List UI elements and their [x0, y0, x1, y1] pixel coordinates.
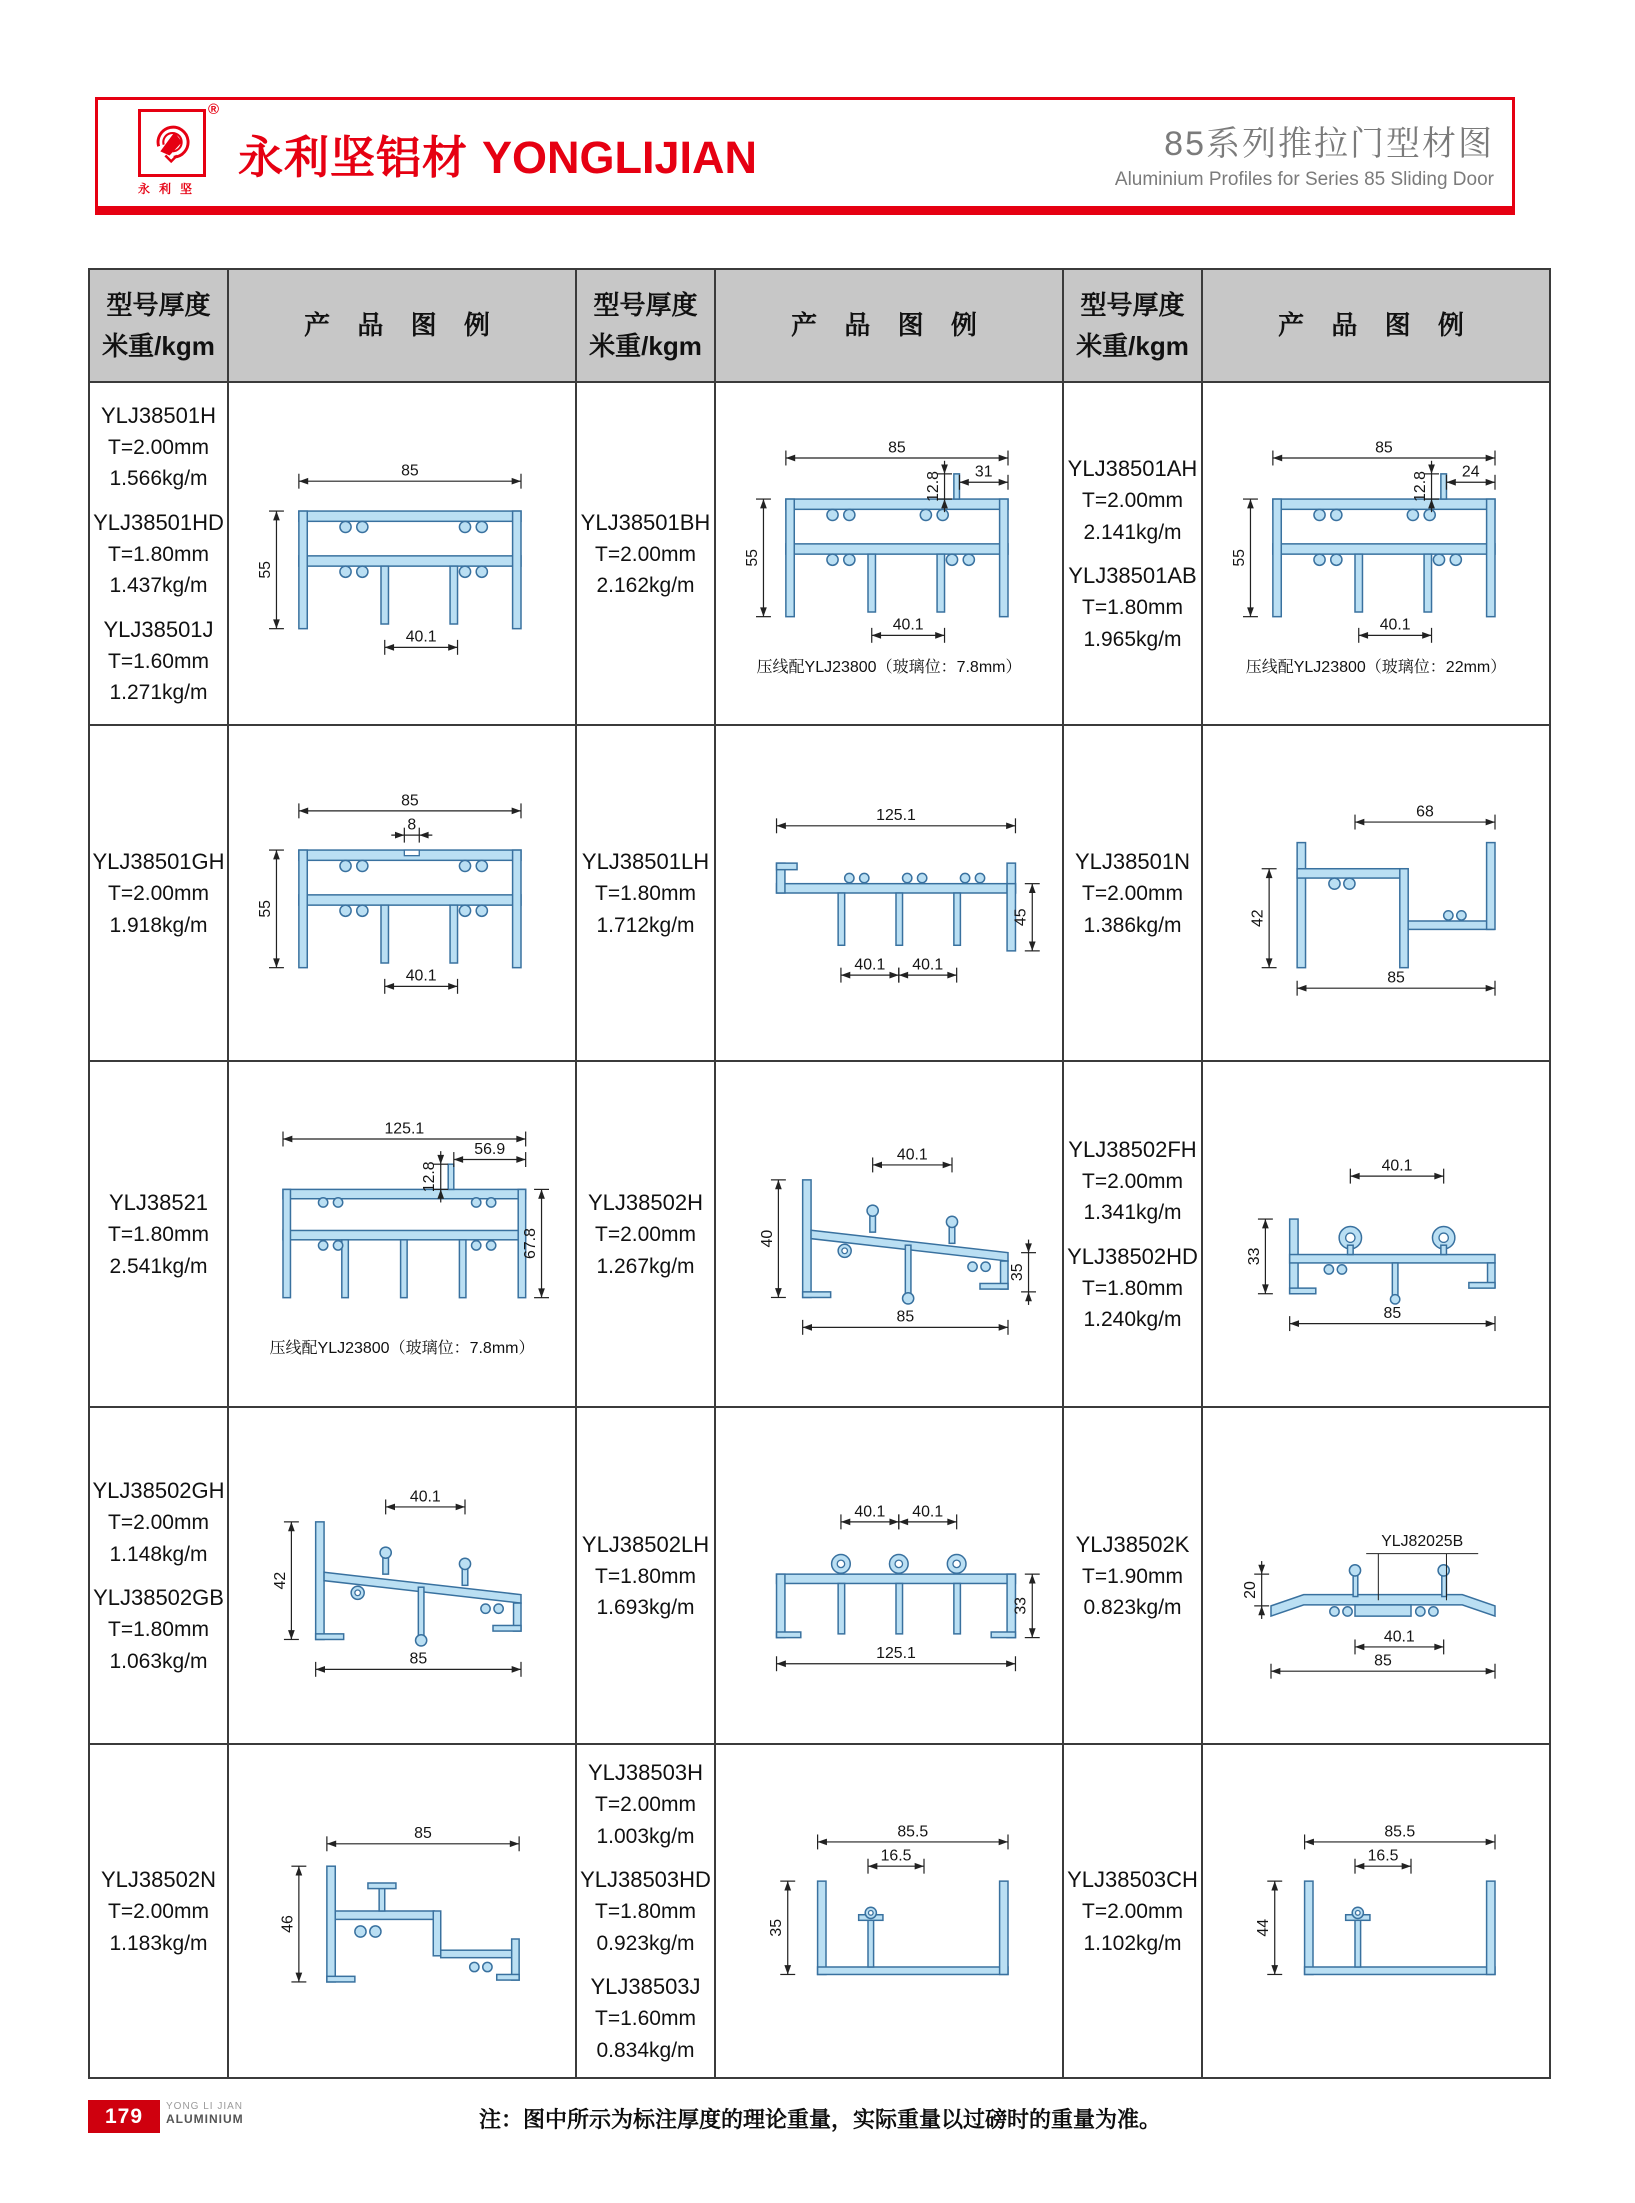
profile-drawing	[1203, 430, 1549, 677]
profile-shape	[803, 1180, 1008, 1304]
dimension-label: 40.1	[1379, 616, 1411, 634]
product-drawing-cell	[228, 1407, 576, 1744]
product-spec-cell	[576, 725, 715, 1061]
profile-drawing-svg	[241, 1799, 563, 2023]
column-header-model: 型号厚度	[1080, 290, 1185, 321]
column-header-example-label: 产 品 图 例	[304, 310, 500, 341]
product-thickness: T=2.00mm	[1082, 489, 1183, 512]
product-code: YLJ38503J	[590, 1974, 701, 1999]
profile-shape	[299, 511, 521, 629]
product-weight: 1.102kg/m	[1083, 1931, 1182, 1955]
dimension-label: 85	[896, 1308, 915, 1326]
product-thickness: T=1.80mm	[108, 1618, 209, 1641]
product-thickness: T=2.00mm	[108, 882, 209, 905]
profile-shape	[299, 850, 521, 968]
product-code: YLJ38521	[108, 1190, 209, 1215]
product-code: YLJ38501N	[1075, 849, 1190, 874]
footer-brand-sub: ALUMINIUM	[166, 2111, 244, 2126]
product-spec	[90, 613, 227, 709]
dimension-label: 33	[1012, 1596, 1030, 1615]
column-header-example	[228, 269, 576, 382]
product-spec-cell	[576, 382, 715, 725]
logo-box	[138, 109, 206, 177]
product-spec	[90, 399, 227, 495]
product-drawing-cell	[1202, 382, 1550, 725]
logo-emblem-icon	[147, 118, 197, 168]
dimension-label: 42	[1249, 909, 1267, 928]
product-spec-cell	[1063, 1061, 1202, 1407]
product-spec	[1064, 1863, 1201, 1959]
product-weight: 1.183kg/m	[109, 1931, 208, 1955]
dimension-label: 85.5	[1384, 1823, 1416, 1841]
product-code: YLJ38502LH	[581, 1531, 710, 1557]
profile-shape	[1273, 474, 1495, 617]
dimension-label: 56.9	[474, 1140, 506, 1158]
brand-logo	[138, 101, 220, 197]
column-header-weight: 米重/kgm	[1076, 330, 1189, 361]
product-weight: 1.148kg/m	[109, 1542, 208, 1566]
product-weight: 1.712kg/m	[596, 913, 695, 937]
profile-shape	[327, 1866, 519, 1982]
product-weight: 1.566kg/m	[109, 467, 208, 490]
profiles-table	[88, 268, 1551, 2079]
dimension-label: 85	[1375, 439, 1393, 457]
dimension-label: 85	[409, 1650, 428, 1668]
product-drawing-cell	[1202, 1407, 1550, 1744]
page-number-badge: 179	[88, 2100, 160, 2133]
column-header-model-weight	[1063, 269, 1202, 382]
dimension-label: 40.1	[912, 956, 944, 974]
table-row	[89, 1407, 1550, 1744]
profile-shape	[1305, 1881, 1495, 1974]
dimension-label: 16.5	[1367, 1847, 1399, 1865]
drawing-caption: 压线配YLJ23800（玻璃位：7.8mm）	[269, 1339, 535, 1357]
product-weight: 1.240kg/m	[1083, 1308, 1182, 1331]
column-header-example-label: 产 品 图 例	[791, 310, 987, 341]
logo-characters: 永利坚	[138, 182, 202, 196]
dimension-label: 12.8	[1412, 471, 1429, 502]
profile-shape	[1297, 843, 1495, 968]
profile-shape	[777, 863, 1016, 951]
profile-drawing-svg	[241, 1111, 563, 1335]
product-code: YLJ38503H	[588, 1760, 703, 1785]
product-weight: 1.918kg/m	[109, 913, 208, 937]
table-row	[89, 1744, 1550, 2078]
profile-drawing-svg	[1215, 1122, 1537, 1346]
profile-drawing	[229, 442, 575, 666]
product-thickness: T=1.80mm	[1082, 596, 1183, 619]
product-spec-cell	[89, 725, 228, 1061]
product-spec	[1064, 1240, 1201, 1336]
column-header-model: 型号厚度	[593, 290, 698, 321]
dimension-label: 35	[1009, 1263, 1026, 1282]
product-drawing-cell	[228, 1744, 576, 2078]
product-thickness: T=2.00mm	[108, 435, 209, 459]
product-thickness: T=1.80mm	[1082, 1276, 1183, 1300]
profile-drawing	[229, 1111, 575, 1358]
profile-drawing-svg	[728, 1464, 1050, 1688]
profiles-table-container	[88, 268, 1551, 2079]
column-header-weight: 米重/kgm	[589, 330, 702, 361]
profile-shape	[1290, 1219, 1495, 1304]
product-spec	[577, 1756, 714, 1852]
product-drawing-cell	[715, 725, 1063, 1061]
column-header-example-label: 产 品 图 例	[1278, 310, 1474, 341]
dimension-label: 85	[414, 1825, 432, 1843]
product-thickness: T=2.00mm	[108, 1900, 209, 1923]
column-header-model-weight	[576, 269, 715, 382]
drawing-caption: 压线配YLJ23800（玻璃位：7.8mm）	[756, 659, 1022, 676]
profile-drawing	[229, 781, 575, 1005]
product-thickness: T=1.80mm	[595, 1564, 696, 1588]
dimension-label: 40.1	[854, 956, 886, 974]
product-thickness: T=1.80mm	[595, 882, 696, 905]
profile-drawing-svg	[728, 1122, 1050, 1346]
product-thickness: T=2.00mm	[595, 1223, 696, 1246]
dimension-label: 55	[1230, 549, 1248, 567]
product-weight: 2.541kg/m	[109, 1254, 208, 1278]
dimension-label: 42	[271, 1571, 289, 1589]
product-drawing-cell	[228, 1061, 576, 1407]
product-weight: 1.063kg/m	[109, 1649, 208, 1673]
profile-drawing-svg	[1215, 781, 1537, 1005]
product-weight: 1.003kg/m	[596, 1824, 695, 1848]
dimension-label: 40.1	[1383, 1627, 1415, 1645]
product-spec	[577, 1186, 714, 1282]
product-spec-cell	[576, 1407, 715, 1744]
product-spec	[577, 506, 714, 602]
profile-drawing	[716, 781, 1062, 1005]
dimension-label: 85	[1383, 1305, 1402, 1322]
dimension-label: 125.1	[876, 1644, 916, 1662]
column-header-model-weight	[89, 269, 228, 382]
product-weight: 1.693kg/m	[596, 1596, 695, 1619]
profile-shape	[777, 1554, 1016, 1637]
footer-brand	[166, 2101, 244, 2126]
product-weight: 1.341kg/m	[1083, 1201, 1182, 1224]
product-thickness: T=1.80mm	[108, 542, 209, 566]
product-code: YLJ38501J	[103, 616, 214, 642]
product-spec	[577, 1863, 714, 1959]
product-code: YLJ38501LH	[581, 849, 710, 874]
dimension-label: 35	[768, 1918, 786, 1937]
dimension-label: 40.1	[912, 1502, 944, 1520]
profile-shape	[818, 1881, 1008, 1974]
dimension-label: 44	[1255, 1918, 1273, 1937]
profile-drawing-svg	[241, 442, 563, 666]
company-name-en: YONGLIJIAN	[482, 131, 758, 183]
column-header-example	[715, 269, 1063, 382]
dimension-label: 125.1	[384, 1119, 425, 1137]
page-header	[95, 97, 1515, 215]
profile-drawing	[229, 1799, 575, 2023]
product-drawing-cell	[1202, 1061, 1550, 1407]
product-spec-cell	[89, 1744, 228, 2078]
product-weight: 0.823kg/m	[1083, 1596, 1182, 1619]
product-thickness: T=1.80mm	[108, 1223, 209, 1246]
profile-shape	[283, 1164, 526, 1297]
product-thickness: T=2.00mm	[1082, 1169, 1183, 1193]
product-thickness: T=1.60mm	[108, 649, 209, 673]
product-drawing-cell	[1202, 1744, 1550, 2078]
product-spec	[90, 1474, 227, 1570]
dimension-label: 40.1	[405, 967, 437, 985]
product-code: YLJ38502GH	[92, 1478, 225, 1503]
profile-drawing-svg	[241, 1464, 563, 1688]
product-drawing-cell	[715, 1744, 1063, 2078]
table-row	[89, 725, 1550, 1061]
dimension-label: 40.1	[409, 1487, 441, 1505]
drawing-part-label: YLJ82025B	[1381, 1532, 1464, 1550]
profile-drawing	[1203, 1122, 1549, 1346]
profile-drawing	[716, 1464, 1062, 1688]
page-title-block	[1115, 116, 1494, 191]
product-spec-cell	[1063, 382, 1202, 725]
product-spec	[1064, 1133, 1201, 1229]
product-code: YLJ38501AH	[1067, 456, 1198, 481]
product-thickness: T=2.00mm	[108, 1511, 209, 1534]
product-weight: 1.965kg/m	[1083, 627, 1182, 651]
company-name-cn: 永利坚铝材	[238, 131, 469, 183]
product-spec-cell	[1063, 1744, 1202, 2078]
dimension-label: 20	[1242, 1580, 1260, 1599]
column-header-weight: 米重/kgm	[102, 330, 215, 361]
product-spec	[577, 1528, 714, 1624]
profile-drawing	[716, 430, 1062, 677]
dimension-label: 40.1	[892, 616, 924, 634]
product-spec-cell	[576, 1744, 715, 2078]
dimension-label: 45	[1012, 908, 1030, 927]
product-weight: 1.271kg/m	[109, 681, 208, 704]
dimension-label: 55	[256, 900, 274, 918]
product-weight: 2.141kg/m	[1083, 520, 1182, 544]
product-code: YLJ38503HD	[580, 1867, 711, 1892]
page-subtitle: Aluminium Profiles for Series 85 Sliding Door	[1114, 168, 1494, 190]
product-thickness: T=1.60mm	[595, 2007, 696, 2030]
profile-drawing-svg	[1215, 1464, 1537, 1688]
dimension-label: 40.1	[1381, 1157, 1413, 1175]
page-title: 85系列推拉门型材图	[1164, 124, 1494, 163]
product-spec	[1064, 452, 1201, 548]
product-drawing-cell	[715, 382, 1063, 725]
product-thickness: T=2.00mm	[595, 1793, 696, 1816]
dimension-label: 40.1	[896, 1146, 928, 1164]
product-spec-cell	[576, 1061, 715, 1407]
profile-drawing-svg	[728, 430, 1050, 654]
product-spec	[90, 1581, 227, 1677]
dimension-label: 85	[888, 439, 906, 457]
product-spec	[90, 506, 227, 602]
dimension-label: 40.1	[405, 628, 437, 646]
product-thickness: T=1.90mm	[1082, 1564, 1183, 1588]
product-code: YLJ38502H	[588, 1190, 703, 1215]
profile-shape	[1271, 1553, 1495, 1616]
product-code: YLJ38502N	[101, 1867, 216, 1892]
profile-drawing-svg	[1215, 430, 1537, 654]
product-weight: 1.386kg/m	[1083, 913, 1182, 937]
dimension-label: 12.8	[925, 471, 942, 502]
product-drawing-cell	[228, 382, 576, 725]
dimension-label: 85	[1374, 1652, 1392, 1670]
product-drawing-cell	[1202, 725, 1550, 1061]
product-spec-cell	[89, 1407, 228, 1744]
table-row	[89, 382, 1550, 725]
product-weight: 1.267kg/m	[596, 1254, 695, 1278]
product-weight: 0.923kg/m	[596, 1931, 695, 1955]
product-thickness: T=2.00mm	[1082, 882, 1183, 905]
product-thickness: T=2.00mm	[595, 542, 696, 566]
profile-drawing	[1203, 1464, 1549, 1688]
profile-drawing	[716, 1799, 1062, 2023]
company-name	[238, 121, 757, 186]
product-weight: 2.162kg/m	[596, 574, 695, 597]
product-drawing-cell	[715, 1061, 1063, 1407]
dimension-label: 55	[256, 560, 274, 579]
dimension-label: 46	[279, 1915, 297, 1933]
profile-drawing-svg	[1215, 1799, 1537, 2023]
profile-drawing	[1203, 781, 1549, 1005]
dimension-label: 31	[974, 463, 993, 481]
product-code: YLJ38502GB	[93, 1585, 224, 1610]
product-drawing-cell	[228, 725, 576, 1061]
product-code: YLJ38501AB	[1068, 563, 1197, 588]
product-thickness: T=1.80mm	[595, 1900, 696, 1923]
registered-mark: ®	[208, 101, 220, 118]
footer-brand-name: YONG LI JIAN	[166, 2101, 244, 2112]
profile-drawing-svg	[728, 1799, 1050, 2023]
product-code: YLJ38502HD	[1067, 1243, 1198, 1269]
product-spec-cell	[89, 382, 228, 725]
dimension-label: 8	[407, 816, 417, 834]
product-weight: 0.834kg/m	[596, 2038, 695, 2062]
product-spec	[90, 845, 227, 941]
product-spec-cell	[89, 1061, 228, 1407]
product-code: YLJ38501GH	[92, 849, 225, 874]
product-spec	[577, 845, 714, 941]
product-thickness: T=2.00mm	[1082, 1900, 1183, 1923]
product-code: YLJ38502FH	[1068, 1136, 1197, 1162]
dimension-label: 68	[1416, 803, 1434, 821]
dimension-label: 85	[401, 462, 419, 480]
product-drawing-cell	[715, 1407, 1063, 1744]
profile-shape	[316, 1521, 521, 1645]
product-weight: 1.437kg/m	[109, 574, 208, 597]
profile-drawing-svg	[241, 781, 563, 1005]
product-code: YLJ38501BH	[580, 509, 711, 535]
dimension-label: 85	[401, 792, 419, 810]
profile-drawing-svg	[728, 781, 1050, 1005]
product-spec-cell	[1063, 725, 1202, 1061]
product-spec	[1064, 845, 1201, 941]
drawing-caption: 压线配YLJ23800（玻璃位：22mm）	[1245, 659, 1507, 676]
product-spec	[90, 1186, 227, 1282]
product-code: YLJ38502K	[1075, 1531, 1190, 1557]
product-code: YLJ38503CH	[1067, 1867, 1198, 1892]
product-spec	[1064, 1528, 1201, 1624]
dimension-label: 125.1	[876, 807, 916, 825]
product-code: YLJ38501H	[101, 402, 216, 428]
dimension-label: 24	[1461, 463, 1480, 481]
profile-drawing	[716, 1122, 1062, 1346]
product-code: YLJ38501HD	[93, 509, 224, 535]
dimension-label: 12.8	[421, 1160, 439, 1192]
footer-note: 注：图中所示为标注厚度的理论重量，实际重量以过磅时的重量为准。	[478, 2107, 1161, 2132]
table-row	[89, 1061, 1550, 1407]
dimension-label: 40	[758, 1229, 776, 1248]
dimension-label: 33	[1245, 1247, 1263, 1266]
dimension-label: 67.8	[522, 1227, 539, 1259]
dimension-label: 85.5	[897, 1823, 929, 1841]
profile-drawing	[229, 1464, 575, 1688]
column-header-example	[1202, 269, 1550, 382]
profile-shape	[786, 474, 1008, 617]
product-spec	[577, 1970, 714, 2066]
profile-drawing	[1203, 1799, 1549, 2023]
product-spec	[1064, 559, 1201, 655]
dimension-label: 16.5	[880, 1847, 912, 1865]
product-spec	[90, 1863, 227, 1959]
dimension-label: 85	[1387, 969, 1405, 987]
product-spec-cell	[1063, 1407, 1202, 1744]
dimension-label: 40.1	[854, 1502, 886, 1520]
column-header-model: 型号厚度	[106, 290, 211, 321]
dimension-label: 55	[743, 549, 761, 567]
